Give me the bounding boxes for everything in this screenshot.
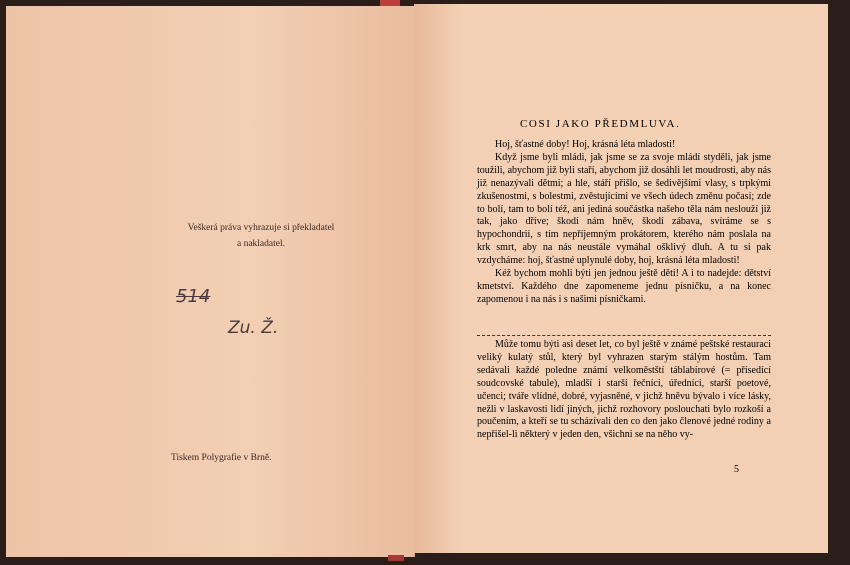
- paragraph-1: Hoj, šťastné doby! Hoj, krásná léta mladosti!: [495, 139, 676, 150]
- spine-ribbon-bottom: [388, 555, 404, 561]
- rights-line-2: a nakladatel.: [236, 239, 285, 249]
- preface-text: [477, 139, 771, 307]
- page-number: 5: [734, 464, 739, 475]
- rights-notice: [141, 220, 381, 252]
- printer-imprint: Tiskem Polygrafie v Brně.: [171, 453, 272, 463]
- section-text: [477, 339, 771, 442]
- paragraph-2: Když jsme byli mládi, jak jsme se za svoje mládí styděli, jak jsme toužili, abychom již byli staří, abychom již dosáhli let moudrosti, aby nás již nenazývali dětmi; a hle, stáří přišlo, se šedivějšími vlasy, s trpkými zkušenostmi, s bolestmi, zvěstujícími ve všech údech změnu počasí; zde to bolí, tam to bolí též, ani jediná součástka našeho těla nám neslouží již tak, jako dříve; škodí nám hněv, škodí zábava, svíráme se s hypochondrií, s tím nepříjemným prokátorem, kterého nám poslala na krk smrt, aby na nás neustále vymáhal ošklivý dluh. A tu si pak vzdycháme: hoj, šťastné uplynulé doby, hoj, krásná léta mladosti!: [477, 151, 771, 267]
- paragraph-4: Může tomu býti asi deset let, co byl ještě v známé peštské restauraci veliký kulatý stůl, který byl vyhrazen starým stálým hostům. Tam sedávali každé poledne známí velkoměstští táblabírové (= přísedící soudcovské tabule), mladší i starší řečníci, úředníci, starší poetové, učenci; tváře vlídné, dobré, vyjasněné, v jichž hněvu bývalo i více lásky, nežli v laskavosti lidí jiných, jichž rozhovory poslouchati bylo rozkoší a poučením, a kteří se tu scházívali den co den jako členové jedné rodiny a nepřišel-li některý v jeden den, všichni se na něho vy-: [477, 339, 771, 441]
- handwritten-crossed-number: 514: [176, 286, 211, 307]
- left-page: [6, 6, 415, 557]
- chapter-title: COSI JAKO PŘEDMLUVA.: [520, 118, 681, 130]
- paragraph-3: Kéž bychom mohli býti jen jednou ještě děti! A i to nadejde: dětství kmetství. Každého dne zapomeneme jednu písničku, a na konec zapomenou i na nás i s našimi písničkami.: [477, 268, 771, 305]
- rights-line-1: Veškerá práva vyhrazuje si překladatel: [187, 223, 335, 233]
- section-divider: [477, 335, 771, 336]
- handwritten-signature: Zu. Ž.: [228, 318, 279, 338]
